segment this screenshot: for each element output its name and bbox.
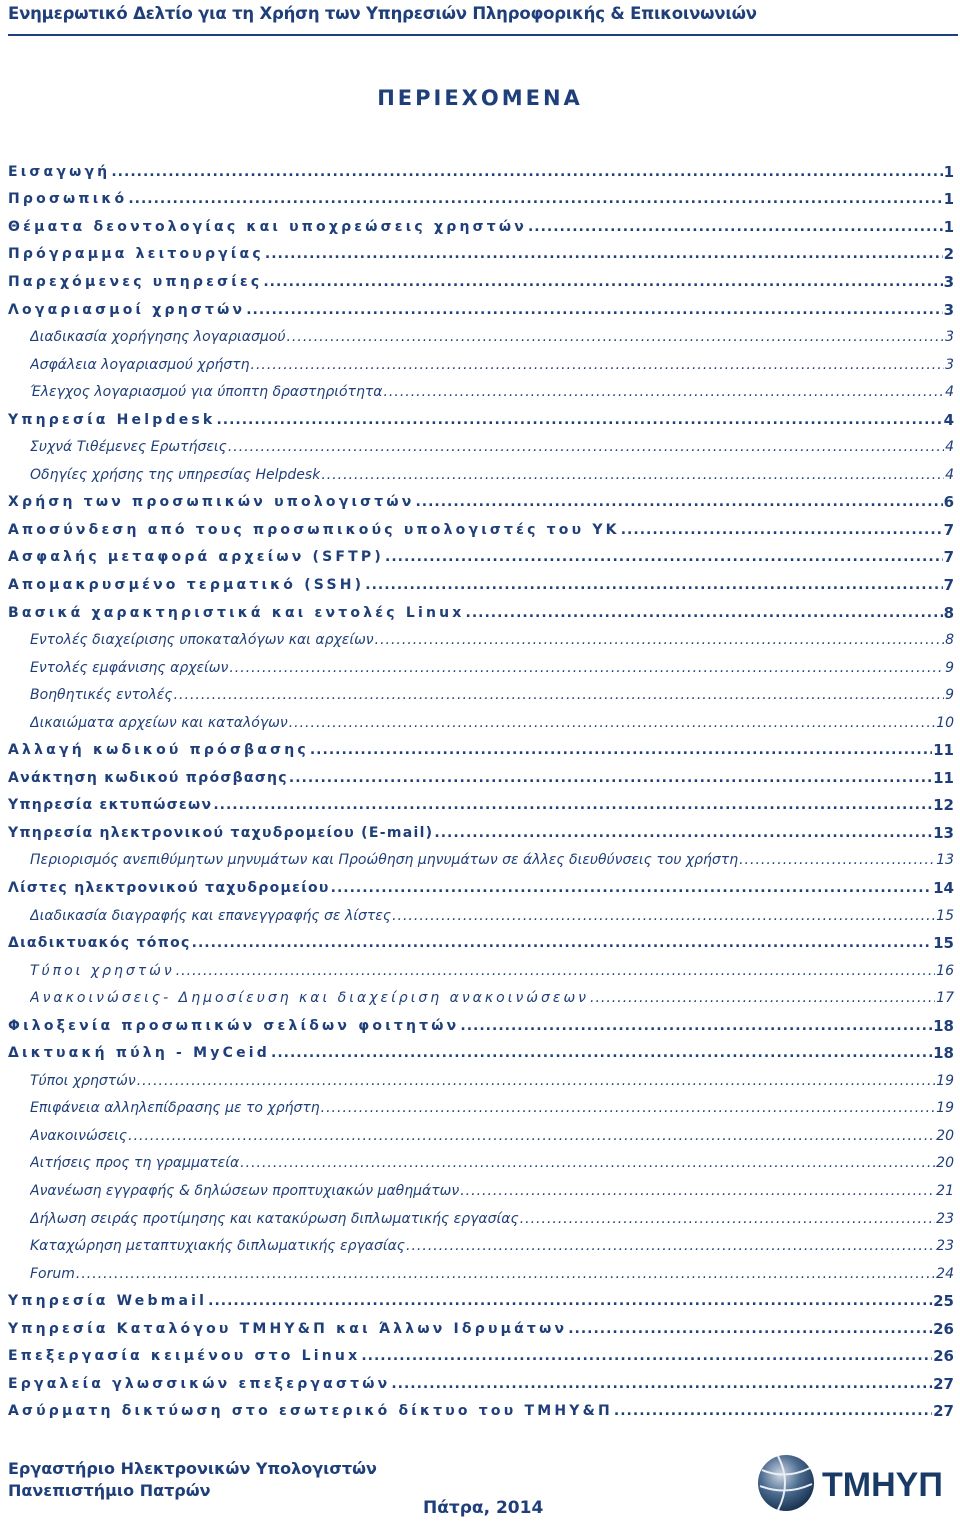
- toc-entry-page: 18: [933, 1044, 954, 1063]
- toc-entry-label: Επεξεργασία κειμένου στο Linux: [8, 1348, 361, 1365]
- toc-dot-leader: [460, 1018, 932, 1034]
- toc-entry[interactable]: [8, 544, 954, 572]
- toc-entry-label: Περιορισμός ανεπιθύμητων μηνυμάτων και Προώθηση μηνυμάτων σε άλλες διευθύνσεις του χρήστη: [30, 852, 739, 869]
- toc-dot-leader: [331, 880, 932, 896]
- toc-entry[interactable]: [8, 571, 954, 599]
- toc-entry-label: Υπηρεσία Webmail: [8, 1293, 208, 1310]
- toc-dot-leader: [289, 770, 932, 786]
- toc-entry-page: 8: [943, 603, 954, 622]
- toc-entry-label: Θέματα δεοντολογίας και υποχρεώσεις χρηστών: [8, 218, 527, 235]
- toc-entry-page: 9: [945, 659, 954, 676]
- table-of-contents: [8, 158, 954, 1425]
- toc-entry[interactable]: [8, 1012, 954, 1040]
- toc-entry-label: Παρεχόμενες υπηρεσίες: [8, 273, 263, 290]
- toc-dot-leader: [192, 935, 933, 951]
- toc-entry[interactable]: [8, 792, 954, 820]
- toc-dot-leader: [406, 1238, 935, 1254]
- footer-lab-name: Εργαστήριο Ηλεκτρονικών Υπολογιστών: [8, 1459, 377, 1478]
- toc-entry-label: Αποσύνδεση από τους προσωπικούς υπολογιστές του ΥΚ: [8, 521, 620, 538]
- footer-university-name: Πανεπιστήμιο Πατρών: [8, 1481, 211, 1500]
- toc-entry[interactable]: [8, 378, 954, 406]
- toc-entry-page: 6: [943, 493, 954, 512]
- toc-entry-label: Λίστες ηλεκτρονικού ταχυδρομείου: [8, 879, 330, 896]
- toc-entry-label: Εισαγωγή: [8, 163, 111, 180]
- toc-entry-page: 25: [933, 1292, 954, 1311]
- toc-entry-page: 1: [943, 217, 954, 236]
- toc-dot-leader: [621, 522, 943, 538]
- toc-entry-label: Υπηρεσία εκτυπώσεων: [8, 797, 213, 814]
- toc-entry-page: 15: [936, 907, 954, 924]
- toc-entry-label: Τύποι χρηστών: [30, 962, 175, 979]
- toc-entry[interactable]: [8, 186, 954, 214]
- toc-dot-leader: [310, 742, 932, 758]
- toc-entry-label: Βασικά χαρακτηριστικά και εντολές Linux: [8, 604, 465, 621]
- toc-dot-leader: [137, 1073, 935, 1089]
- toc-entry-label: Βοηθητικές εντολές: [30, 687, 173, 704]
- toc-entry-label: Εργαλεία γλωσσικών επεξεργαστών: [8, 1375, 391, 1392]
- running-header: [8, 0, 958, 36]
- toc-dot-leader: [383, 384, 944, 400]
- toc-entry-page: 26: [933, 1347, 954, 1366]
- toc-entry-label: Επιφάνεια αλληλεπίδρασης με το χρήστη: [30, 1100, 320, 1117]
- toc-entry[interactable]: [8, 819, 954, 847]
- toc-entry-page: 18: [933, 1016, 954, 1035]
- toc-dot-leader: [375, 632, 944, 648]
- toc-dot-leader: [228, 439, 944, 455]
- toc-entry-page: 17: [936, 990, 954, 1007]
- page-title: ΠΕΡΙΕΧΟΜΕΝΑ: [377, 86, 583, 110]
- toc-dot-leader: [361, 1348, 932, 1364]
- toc-entry-label: Υπηρεσία Καταλόγου ΤΜΗΥ&Π και Άλλων Ιδρυμάτων: [8, 1320, 568, 1337]
- toc-dot-leader: [385, 549, 943, 565]
- toc-entry[interactable]: [8, 213, 954, 241]
- toc-dot-leader: [251, 357, 945, 373]
- toc-dot-leader: [208, 1293, 932, 1309]
- toc-entry-label: Forum: [30, 1265, 75, 1282]
- toc-dot-leader: [392, 908, 935, 924]
- toc-entry-page: 3: [945, 356, 954, 373]
- toc-entry-page: 24: [936, 1265, 954, 1282]
- toc-entry-label: Έλεγχος λογαριασμού για ύποπτη δραστηριότητα: [30, 384, 383, 401]
- toc-entry-page: 11: [933, 768, 954, 787]
- toc-entry-label: Εντολές διαχείρισης υποκαταλόγων και αρχείων: [30, 632, 374, 649]
- toc-entry-page: 13: [936, 852, 954, 869]
- toc-entry[interactable]: [8, 1122, 954, 1150]
- toc-dot-leader: [216, 412, 942, 428]
- toc-dot-leader: [286, 329, 944, 345]
- toc-entry-page: 3: [943, 300, 954, 319]
- toc-entry-label: Αιτήσεις προς τη γραμματεία: [30, 1155, 240, 1172]
- toc-entry[interactable]: [8, 489, 954, 517]
- toc-entry[interactable]: [8, 241, 954, 269]
- toc-entry-page: 7: [943, 520, 954, 539]
- toc-entry[interactable]: [8, 599, 954, 627]
- toc-entry-page: 23: [936, 1238, 954, 1255]
- toc-entry-page: 1: [943, 190, 954, 209]
- toc-entry-label: Διαδικασία διαγραφής και επανεγγραφής σε λίστες: [30, 907, 392, 924]
- footer-city-year: Πάτρα, 2014: [423, 1498, 544, 1518]
- toc-entry-page: 14: [933, 878, 954, 897]
- toc-entry[interactable]: [8, 351, 954, 379]
- toc-entry-label: Διαδικτυακός τόπος: [8, 935, 191, 952]
- toc-entry-page: 3: [945, 329, 954, 346]
- toc-entry-page: 11: [933, 741, 954, 760]
- toc-entry-page: 10: [936, 714, 954, 731]
- toc-entry[interactable]: [8, 516, 954, 544]
- toc-entry-page: 4: [945, 466, 954, 483]
- logo-wordmark: ΤΜΗΥΠ: [822, 1466, 943, 1504]
- toc-entry[interactable]: [8, 461, 954, 489]
- toc-entry-page: 27: [933, 1402, 954, 1421]
- toc-entry[interactable]: [8, 1370, 954, 1398]
- toc-entry-label: Τύποι χρηστών: [30, 1072, 136, 1089]
- toc-dot-leader: [528, 219, 943, 235]
- toc-entry-label: Αλλαγή κωδικού πρόσβασης: [8, 742, 309, 759]
- toc-entry[interactable]: [8, 681, 954, 709]
- toc-entry[interactable]: [8, 323, 954, 351]
- toc-dot-leader: [128, 191, 942, 207]
- toc-entry[interactable]: [8, 1040, 954, 1068]
- toc-entry[interactable]: [8, 433, 954, 461]
- toc-entry-label: Ασφάλεια λογαριασμού χρήστη: [30, 356, 250, 373]
- toc-dot-leader: [128, 1128, 935, 1144]
- toc-entry[interactable]: [8, 1260, 954, 1288]
- toc-entry[interactable]: [8, 984, 954, 1012]
- toc-entry[interactable]: [8, 158, 954, 186]
- footer-institution: [8, 1458, 377, 1502]
- toc-entry-page: 15: [933, 934, 954, 953]
- toc-entry-page: 19: [936, 1100, 954, 1117]
- toc-entry[interactable]: [8, 1343, 954, 1371]
- toc-entry-label: Δήλωση σειράς προτίμησης και κατακύρωση διπλωματικής εργασίας: [30, 1210, 519, 1227]
- toc-entry-label: Δικαιώματα αρχείων και καταλόγων: [30, 714, 288, 731]
- toc-entry[interactable]: [8, 1150, 954, 1178]
- toc-entry-page: 27: [933, 1374, 954, 1393]
- toc-entry-label: Ασύρματη δικτύωση στο εσωτερικό δίκτυο του ΤΜΗΥ&Π: [8, 1403, 613, 1420]
- toc-entry-page: 13: [933, 823, 954, 842]
- toc-entry-page: 7: [943, 575, 954, 594]
- toc-entry-label: Λογαριασμοί χρηστών: [8, 301, 246, 318]
- toc-dot-leader: [739, 852, 935, 868]
- toc-entry-label: Απομακρυσμένο τερματικό (SSH): [8, 576, 365, 593]
- toc-dot-leader: [263, 274, 942, 290]
- toc-entry-page: 8: [945, 632, 954, 649]
- toc-entry-label: Ανακοινώσεις: [30, 1127, 128, 1144]
- toc-dot-leader: [614, 1403, 932, 1419]
- toc-entry-page: 19: [936, 1072, 954, 1089]
- toc-entry[interactable]: [8, 847, 954, 875]
- toc-entry-label: Δικτυακή πύλη - MyCeid: [8, 1045, 270, 1062]
- toc-entry-label: Πρόγραμμα λειτουργίας: [8, 246, 264, 263]
- toc-entry-label: Καταχώρηση μεταπτυχιακής διπλωματικής εργασίας: [30, 1238, 406, 1255]
- toc-dot-leader: [391, 1376, 932, 1392]
- toc-entry-label: Προσωπικό: [8, 191, 128, 208]
- toc-entry[interactable]: [8, 1067, 954, 1095]
- toc-entry[interactable]: [8, 1287, 954, 1315]
- toc-entry-page: 12: [933, 796, 954, 815]
- toc-entry-label: Ανανέωση εγγραφής & δηλώσεων προπτυχιακών μαθημάτων: [30, 1183, 460, 1199]
- toc-entry-page: 7: [943, 548, 954, 567]
- toc-entry-label: Ανάκτηση κωδικού πρόσβασης: [8, 769, 288, 786]
- toc-entry[interactable]: [8, 1095, 954, 1123]
- toc-entry-page: 4: [945, 439, 954, 456]
- toc-entry[interactable]: [8, 1232, 954, 1260]
- toc-entry-label: Υπηρεσία Helpdesk: [8, 411, 216, 428]
- toc-entry[interactable]: [8, 268, 954, 296]
- toc-dot-leader: [321, 1100, 936, 1116]
- toc-entry-page: 4: [943, 410, 954, 429]
- toc-dot-leader: [520, 1211, 935, 1227]
- toc-entry[interactable]: [8, 406, 954, 434]
- toc-entry-page: 4: [945, 384, 954, 401]
- toc-entry[interactable]: [8, 736, 954, 764]
- toc-entry-page: 20: [936, 1155, 954, 1172]
- toc-dot-leader: [460, 1183, 935, 1199]
- toc-entry-label: Υπηρεσία ηλεκτρονικού ταχυδρομείου (E-mail): [8, 824, 434, 841]
- toc-entry-page: 26: [933, 1319, 954, 1338]
- toc-entry[interactable]: [8, 1177, 954, 1205]
- toc-dot-leader: [415, 494, 942, 510]
- toc-entry-label: Ασφαλής μεταφορά αρχείων (SFTP): [8, 549, 384, 566]
- toc-entry-label: Ανακοινώσεις- Δημοσίευση και διαχείριση ανακοινώσεων: [30, 990, 589, 1007]
- toc-entry[interactable]: [8, 626, 954, 654]
- toc-entry-label: Οδηγίες χρήσης της υπηρεσίας Helpdesk: [30, 466, 321, 483]
- toc-entry[interactable]: [8, 709, 954, 737]
- toc-dot-leader: [321, 467, 944, 483]
- toc-dot-leader: [76, 1266, 935, 1282]
- toc-entry-label: Εντολές εμφάνισης αρχείων: [30, 659, 229, 676]
- toc-entry[interactable]: [8, 902, 954, 930]
- toc-entry-label: Διαδικασία χορήγησης λογαριασμού: [30, 329, 286, 346]
- toc-entry-page: 1: [943, 162, 954, 181]
- toc-dot-leader: [434, 825, 932, 841]
- toc-dot-leader: [365, 577, 942, 593]
- toc-dot-leader: [213, 797, 932, 813]
- toc-entry-page: 9: [945, 687, 954, 704]
- toc-entry[interactable]: [8, 957, 954, 985]
- toc-entry-label: Συχνά Τιθέμενες Ερωτήσεις: [30, 439, 227, 456]
- toc-entry-page: 2: [943, 245, 954, 264]
- toc-entry[interactable]: [8, 929, 954, 957]
- toc-entry[interactable]: [8, 1205, 954, 1233]
- toc-dot-leader: [240, 1155, 935, 1171]
- toc-dot-leader: [590, 990, 935, 1006]
- toc-entry[interactable]: [8, 1315, 954, 1343]
- toc-dot-leader: [466, 605, 943, 621]
- toc-entry[interactable]: [8, 1398, 954, 1426]
- toc-dot-leader: [265, 246, 943, 262]
- header-text: Ενημερωτικό Δελτίο για τη Χρήση των Υπηρεσιών Πληροφορικής & Επικοινωνιών: [8, 4, 757, 23]
- toc-dot-leader: [176, 963, 935, 979]
- toc-dot-leader: [111, 164, 942, 180]
- toc-entry-page: 3: [943, 272, 954, 291]
- toc-entry[interactable]: [8, 654, 954, 682]
- toc-entry-label: Φιλοξενία προσωπικών σελίδων φοιτητών: [8, 1017, 460, 1034]
- toc-dot-leader: [174, 687, 944, 703]
- toc-dot-leader: [271, 1045, 932, 1061]
- toc-entry-label: Χρήση των προσωπικών υπολογιστών: [8, 494, 415, 511]
- toc-dot-leader: [229, 660, 944, 676]
- toc-entry-page: 23: [936, 1210, 954, 1227]
- toc-entry-page: 20: [936, 1127, 954, 1144]
- toc-dot-leader: [246, 302, 942, 318]
- toc-dot-leader: [289, 715, 935, 731]
- toc-entry[interactable]: [8, 874, 954, 902]
- toc-dot-leader: [568, 1321, 932, 1337]
- toc-entry-page: 21: [936, 1183, 954, 1199]
- toc-entry[interactable]: [8, 296, 954, 324]
- toc-entry[interactable]: [8, 764, 954, 792]
- department-logo: [756, 1452, 956, 1514]
- toc-entry-page: 16: [936, 962, 954, 979]
